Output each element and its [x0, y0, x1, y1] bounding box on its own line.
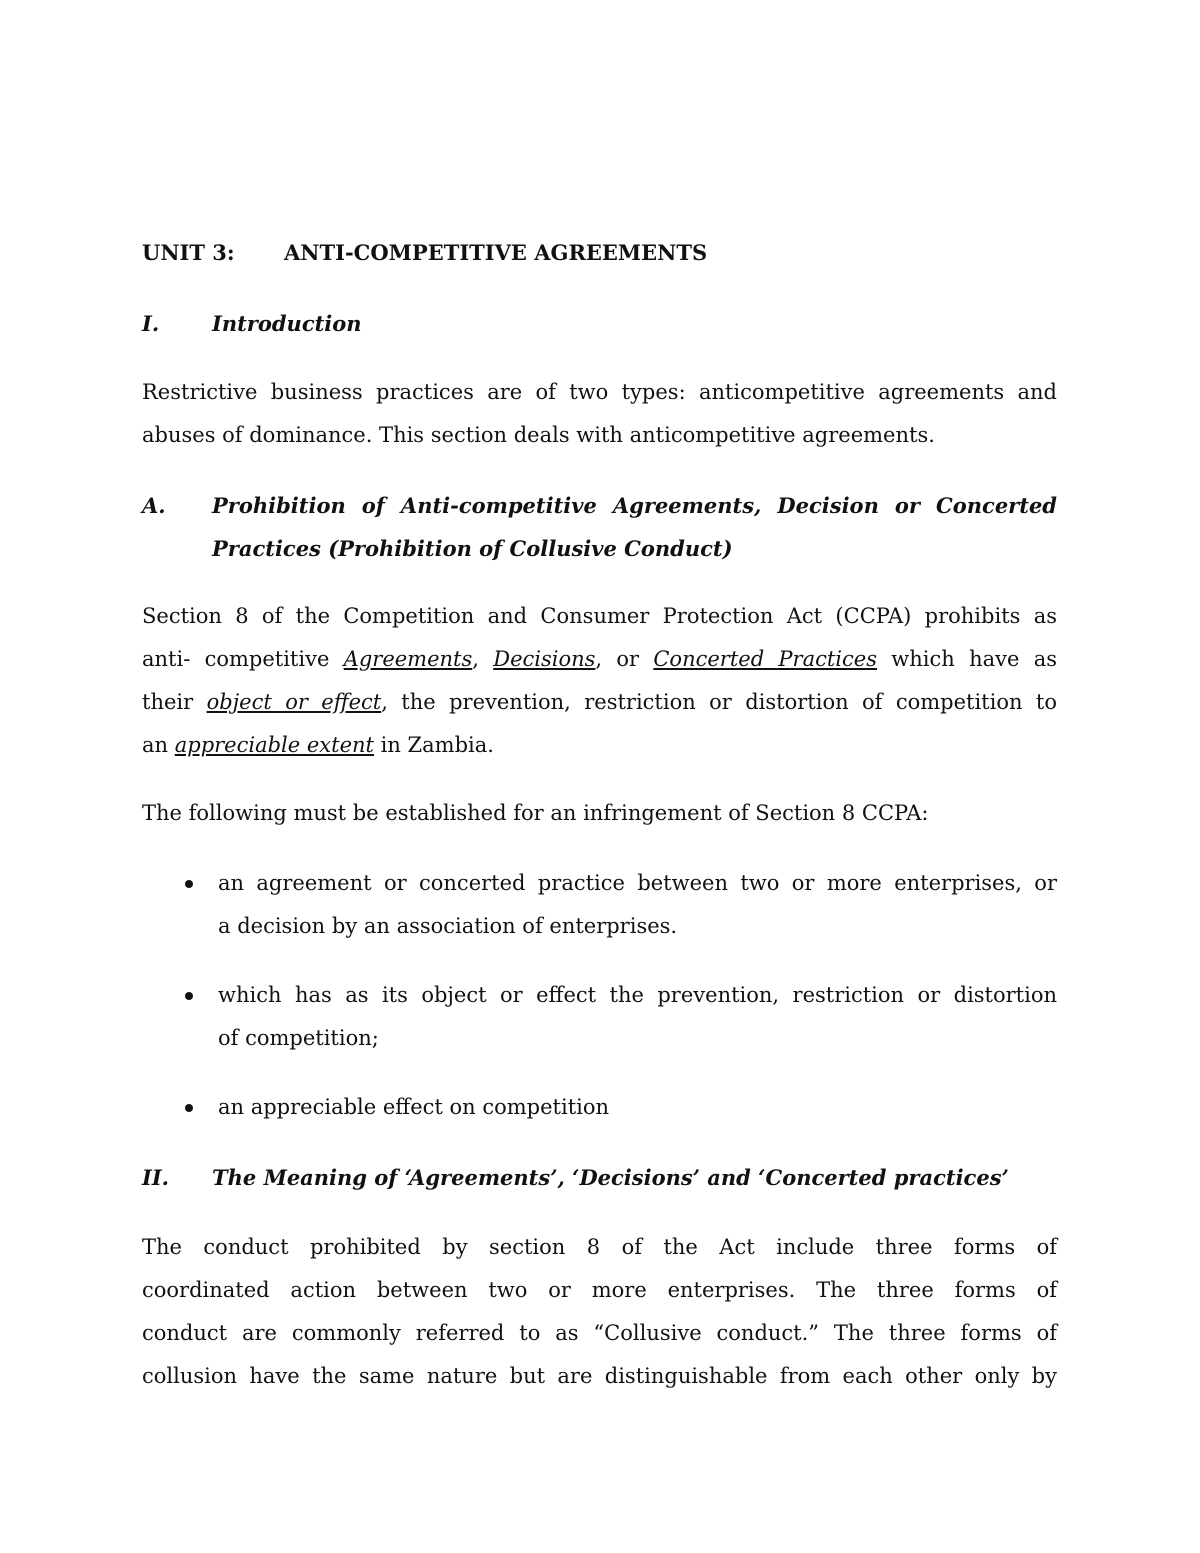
section8-paragraph-line-1: Section 8 of the Competition and Consumer Protection Act (CCPA) prohibits as: [142, 604, 1057, 628]
section8-paragraph-line-3: [142, 692, 1057, 713]
bullet-icon: [185, 1104, 193, 1112]
agreements-term: Agreements: [343, 647, 473, 671]
section-ii-number: II.: [142, 1165, 169, 1190]
text-span: ,: [472, 647, 494, 671]
text-span: their: [142, 690, 207, 714]
bullet-icon: [185, 992, 193, 1000]
intro-paragraph-line-2: abuses of dominance. This section deals with anticompetitive agreements.: [142, 423, 935, 447]
section8-paragraph-line-4: [142, 735, 494, 756]
bullet-1-line-1: an agreement or concerted practice between two or more enterprises, or: [218, 871, 1057, 895]
object-or-effect-term: object or effect: [206, 690, 382, 714]
conduct-paragraph-line-4: collusion have the same nature but are distinguishable from each other only by: [142, 1364, 1057, 1388]
section-a-title-line-1: Prohibition of Anti-competitive Agreements, Decision or Concerted: [212, 493, 1057, 518]
bullet-2-line-2: of competition;: [218, 1026, 379, 1050]
concerted-practices-term: Concerted Practices: [653, 647, 877, 671]
decisions-term: Decisions: [493, 647, 596, 671]
bullet-2-line-1: which has as its object or effect the prevention, restriction or distortion: [218, 983, 1057, 1007]
conduct-paragraph-line-2: coordinated action between two or more enterprises. The three forms of: [142, 1278, 1057, 1302]
section-a-number: A.: [142, 493, 166, 518]
section-a-title-line-2: Practices (Prohibition of Collusive Conduct): [212, 536, 733, 561]
unit-title: ANTI-COMPETITIVE AGREEMENTS: [284, 240, 708, 265]
text-span: in Zambia.: [373, 733, 494, 757]
text-span: , or: [595, 647, 654, 671]
bullet-1-line-2: a decision by an association of enterprises.: [218, 914, 678, 938]
requirements-intro: The following must be established for an infringement of Section 8 CCPA:: [142, 801, 929, 825]
section8-paragraph-line-2: [142, 649, 1057, 670]
text-span: which have as: [877, 647, 1057, 671]
text-span: an: [142, 733, 175, 757]
appreciable-extent-term: appreciable extent: [174, 733, 374, 757]
text-span: anti- competitive: [142, 647, 344, 671]
unit-label: UNIT 3:: [142, 240, 235, 265]
conduct-paragraph-line-1: The conduct prohibited by section 8 of the Act include three forms of: [142, 1235, 1057, 1259]
text-span: , the prevention, restriction or distortion of competition to: [381, 690, 1057, 714]
bullet-3-line-1: an appreciable effect on competition: [218, 1095, 610, 1119]
section-i-number: I.: [142, 311, 160, 336]
section-ii-title: The Meaning of ‘Agreements’, ‘Decisions’ and ‘Concerted practices’: [212, 1165, 1009, 1190]
intro-paragraph-line-1: Restrictive business practices are of two types: anticompetitive agreements and: [142, 380, 1057, 404]
conduct-paragraph-line-3: conduct are commonly referred to as “Collusive conduct.” The three forms of: [142, 1321, 1057, 1345]
bullet-icon: [185, 880, 193, 888]
section-i-title: Introduction: [212, 311, 362, 336]
